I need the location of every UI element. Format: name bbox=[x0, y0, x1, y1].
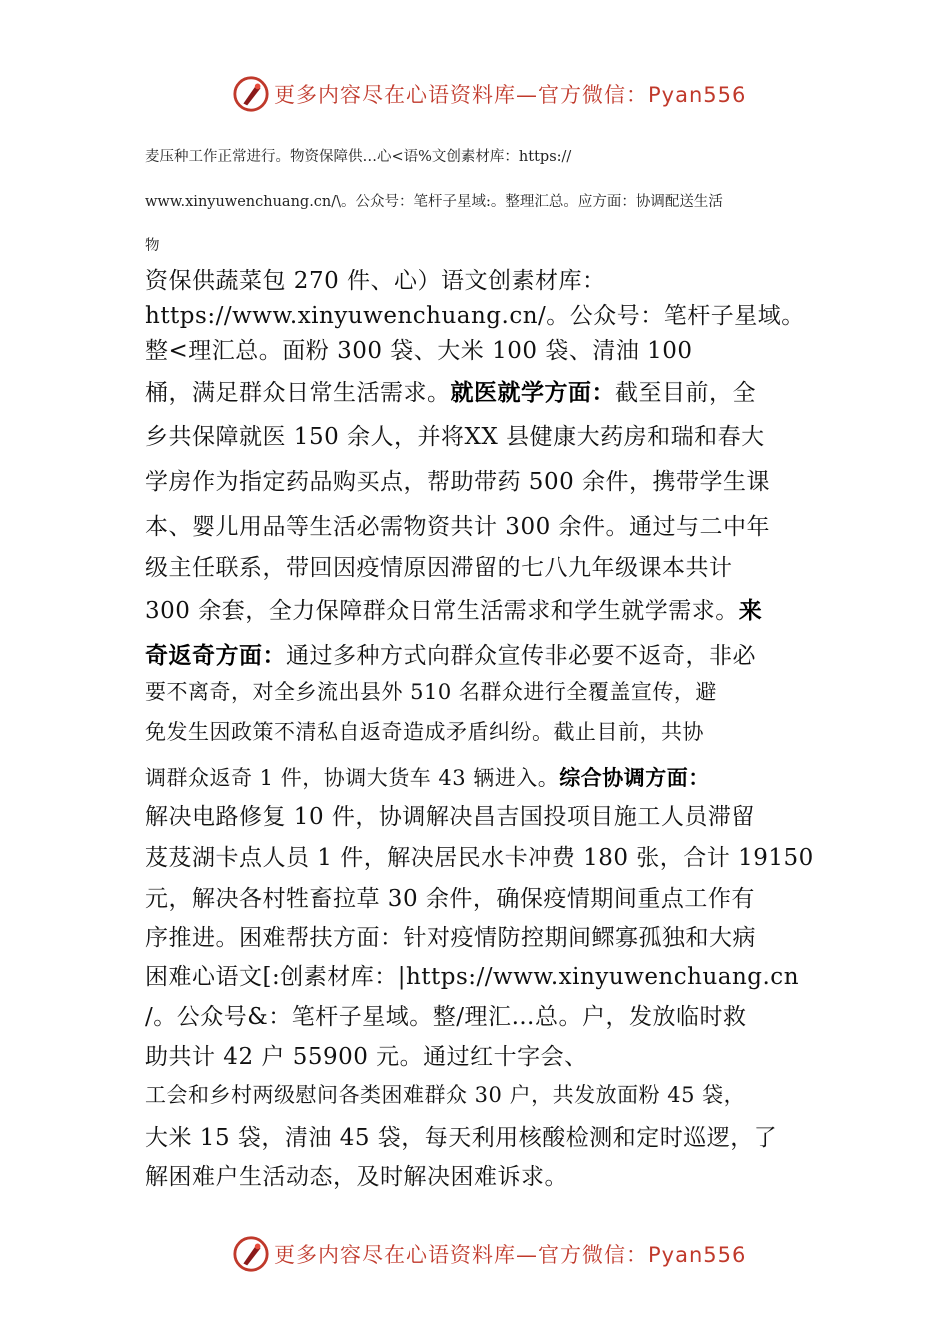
body-line-16: 元，解决各村牲畜拉草 30 余件，确保疫情期间重点工作有 bbox=[145, 886, 755, 912]
body-line-15: 芨芨湖卡点人员 1 件，解决居民水卡冲费 180 张，合计 19150 bbox=[145, 845, 814, 871]
header-banner bbox=[232, 72, 752, 116]
body-line-10: 奇返奇方面：通过多种方式向群众宣传非必要不返奇，非必 bbox=[145, 643, 756, 669]
body-line-6: 学房作为指定药品购买点，帮助带药 500 余件，携带学生课 bbox=[145, 469, 771, 495]
body-line-2: https://www.xinyuwenchuang.cn/。公众号：笔杆子星域。 bbox=[145, 303, 805, 329]
pen-nib-logo-icon bbox=[232, 1235, 270, 1273]
body-line-5: 乡共保障就医 150 余人，并将XX 县健康大药房和瑞和春大 bbox=[145, 424, 765, 450]
body-line-22: 大米 15 袋，清油 45 袋，每天利用核酸检测和定时巡逻，了 bbox=[145, 1125, 778, 1151]
body-line-21: 工会和乡村两级慰问各类困难群众 30 户，共发放面粉 45 袋， bbox=[145, 1083, 746, 1107]
section-heading-return-start: 来 bbox=[738, 598, 763, 624]
section-heading-return: 奇返奇方面： bbox=[145, 643, 286, 669]
body-line-18: 困难心语文[:创素材库：|https://www.xinyuwenchuang.cn bbox=[145, 964, 800, 990]
header-banner-text: 更多内容尽在心语资料库—官方微信：Pyan556 bbox=[274, 83, 747, 107]
body-line-1: 资保供蔬菜包 270 件、心）语文创素材库： bbox=[145, 268, 606, 294]
body-line-9: 300 余套，全力保障群众日常生活需求和学生就学需求。来 bbox=[145, 598, 763, 624]
body-line-23: 解困难户生活动态，及时解决困难诉求。 bbox=[145, 1164, 568, 1190]
body-small-line-2: www.xinyuwenchuang.cn/\。公众号：笔杆子星域:。整理汇总。应方面：协调配送生活 bbox=[145, 194, 723, 210]
body-line-12: 免发生因政策不清私自返奇造成矛盾纠纷。截止目前，共协 bbox=[145, 720, 704, 744]
body-line-17: 序推进。困难帮扶方面：针对疫情防控期间鳏寡孤独和大病 bbox=[145, 925, 756, 951]
body-line-4: 桶，满足群众日常生活需求。就医就学方面：截至目前，全 bbox=[145, 380, 756, 406]
body-line-11: 要不离奇，对全乡流出县外 510 名群众进行全覆盖宣传，避 bbox=[145, 680, 717, 704]
body-line-8: 级主任联系，带回因疫情原因滞留的七八九年级课本共计 bbox=[145, 555, 733, 581]
section-heading-medical-education: 就医就学方面： bbox=[450, 380, 615, 406]
body-line-14: 解决电路修复 10 件，协调解决昌吉国投项目施工人员滞留 bbox=[145, 804, 755, 830]
footer-banner bbox=[232, 1232, 752, 1276]
body-line-13: 调群众返奇 1 件，协调大货车 43 辆进入。综合协调方面： bbox=[145, 766, 710, 790]
body-small-line-1: 麦压种工作正常进行。物资保障供…心<语%文创素材库：https:// bbox=[145, 149, 572, 165]
body-small-line-3: 物 bbox=[145, 238, 160, 254]
body-line-3: 整<理汇总。面粉 300 袋、大米 100 袋、清油 100 bbox=[145, 338, 693, 364]
body-line-20: 助共计 42 户 55900 元。通过红十字会、 bbox=[145, 1044, 588, 1070]
section-heading-coordination: 综合协调方面： bbox=[559, 766, 710, 790]
pen-nib-logo-icon bbox=[232, 75, 270, 113]
body-line-7: 本、婴儿用品等生活必需物资共计 300 余件。通过与二中年 bbox=[145, 514, 771, 540]
footer-banner-text: 更多内容尽在心语资料库—官方微信：Pyan556 bbox=[274, 1243, 747, 1267]
body-line-19: /。公众号&：笔杆子星域。整/理汇…总。户，发放临时救 bbox=[145, 1004, 747, 1030]
